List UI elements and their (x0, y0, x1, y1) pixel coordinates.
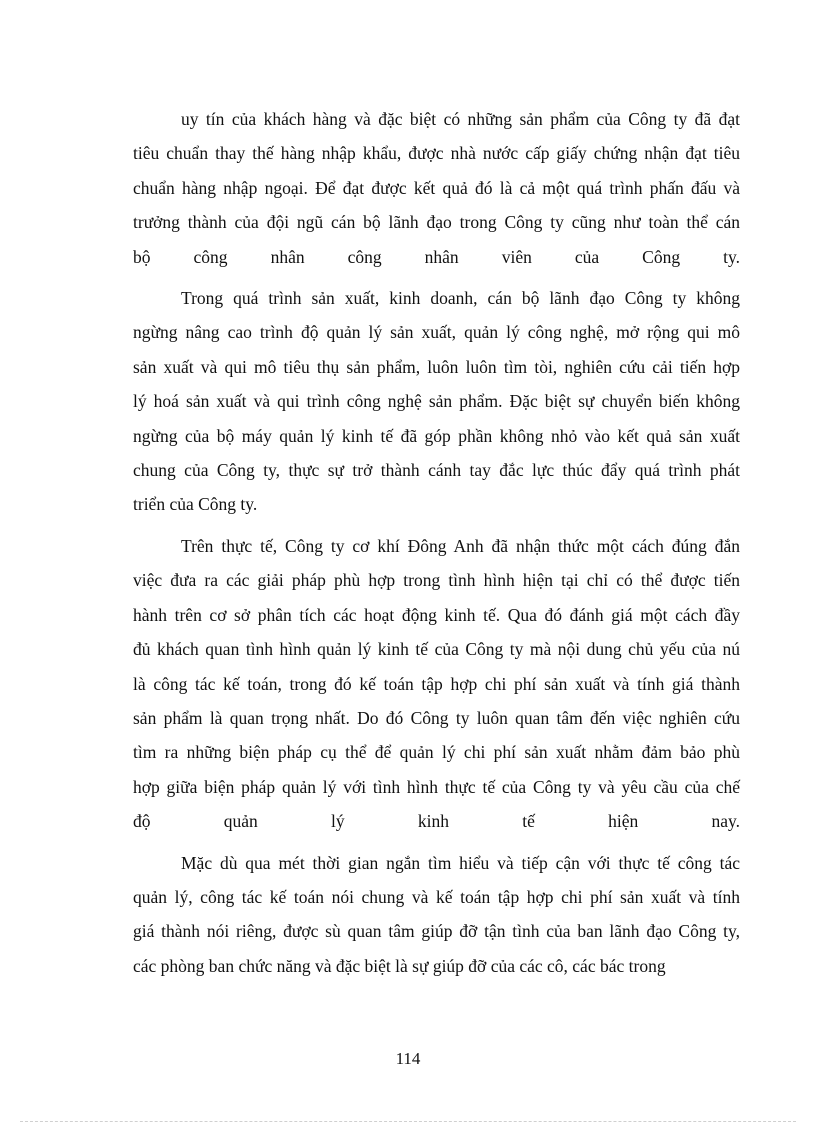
page-number: 114 (395, 1049, 421, 1068)
text-line: Trong quá trình sản xuất, kinh doanh, cán bộ lãnh đạo Công ty không (181, 288, 740, 309)
text-word: nay. (711, 811, 740, 832)
paragraph (133, 102, 740, 274)
text-line: sản phẩm là quan trọng nhất. Do đó Công ty luôn quan tâm đến việc nghiên cứu (133, 707, 740, 728)
body-text (133, 102, 740, 990)
text-line (133, 804, 740, 838)
text-word: nhân (424, 246, 459, 267)
text-word: Công (642, 246, 681, 267)
text-line: quản lý, công tác kế toán nói chung và kế toán tập hợp chi phí sản xuất và tính (133, 886, 740, 907)
text-line: Mặc dù qua mét thời gian ngắn tìm hiểu và tiếp cận với thực tế công tác (181, 852, 740, 873)
paragraph (133, 281, 740, 522)
text-line: trưởng thành của đội ngũ cán bộ lãnh đạo trong Công ty cũng như toàn thể cán (133, 212, 740, 233)
text-word: công (193, 246, 228, 267)
text-line: hợp giữa biện pháp quản lý với tình hình thực tế của Công ty và yêu cầu của chế (133, 776, 740, 797)
text-word: kinh (417, 811, 449, 832)
text-line: tiêu chuẩn thay thế hàng nhập khẩu, được nhà nước cấp giấy chứng nhận đạt tiêu (133, 143, 740, 164)
page-bottom-divider (20, 1121, 796, 1122)
paragraph (133, 846, 740, 984)
text-line: các phòng ban chức năng và đặc biệt là sự giúp đỡ của các cô, các bác trong (133, 955, 666, 976)
text-line: ngừng của bộ máy quản lý kinh tế đã góp phần không nhỏ vào kết quả sản xuất (133, 425, 740, 446)
text-word: viên (501, 246, 532, 267)
text-word: của (574, 246, 600, 267)
paragraph (133, 529, 740, 839)
text-word: nhân (270, 246, 305, 267)
text-line: giá thành nói riêng, được sù quan tâm giúp đỡ tận tình của ban lãnh đạo Công ty, (133, 921, 740, 942)
text-word: công (347, 246, 382, 267)
text-line: là công tác kế toán, trong đó kế toán tập hợp chi phí sản xuất và tính giá thành (133, 673, 740, 694)
text-line: việc đưa ra các giải pháp phù hợp trong tình hình hiện tại chỉ có thể được tiến (133, 570, 740, 591)
text-line: chung của Công ty, thực sự trở thành cánh tay đắc lực thúc đẩy quá trình phát (133, 460, 740, 481)
text-word: quản (223, 811, 258, 832)
text-line: tìm ra những biện pháp cụ thể để quản lý chi phí sản xuất nhằm đảm bảo phù (133, 742, 740, 763)
text-line: triển của Công ty. (133, 494, 258, 515)
text-word: lý (331, 811, 345, 832)
text-word: ty. (723, 246, 740, 267)
text-line: Trên thực tế, Công ty cơ khí Đông Anh đã nhận thức một cách đúng đắn (181, 535, 740, 556)
text-line: đủ khách quan tình hình quản lý kinh tế của Công ty mà nội dung chủ yếu của nú (133, 639, 740, 660)
text-word: tế (522, 811, 535, 832)
text-line (133, 240, 740, 274)
text-word: hiện (608, 811, 639, 832)
text-line: ngừng nâng cao trình độ quản lý sản xuất, quản lý công nghệ, mở rộng qui mô (133, 322, 740, 343)
text-line: uy tín của khách hàng và đặc biệt có những sản phẩm của Công ty đã đạt (181, 109, 740, 129)
text-word: độ (133, 811, 151, 832)
text-line: hành trên cơ sở phân tích các hoạt động kinh tế. Qua đó đánh giá một cách đầy (133, 604, 740, 625)
text-line: sản xuất và qui mô tiêu thụ sản phẩm, luôn luôn tìm tòi, nghiên cứu cải tiến hợp (133, 356, 740, 377)
text-line: chuẩn hàng nhập ngoại. Để đạt được kết quả đó là cả một quá trình phấn đấu và (133, 177, 740, 198)
text-line: lý hoá sản xuất và qui trình công nghệ sản phẩm. Đặc biệt sự chuyển biến không (133, 391, 740, 412)
text-word: bộ (133, 246, 151, 267)
